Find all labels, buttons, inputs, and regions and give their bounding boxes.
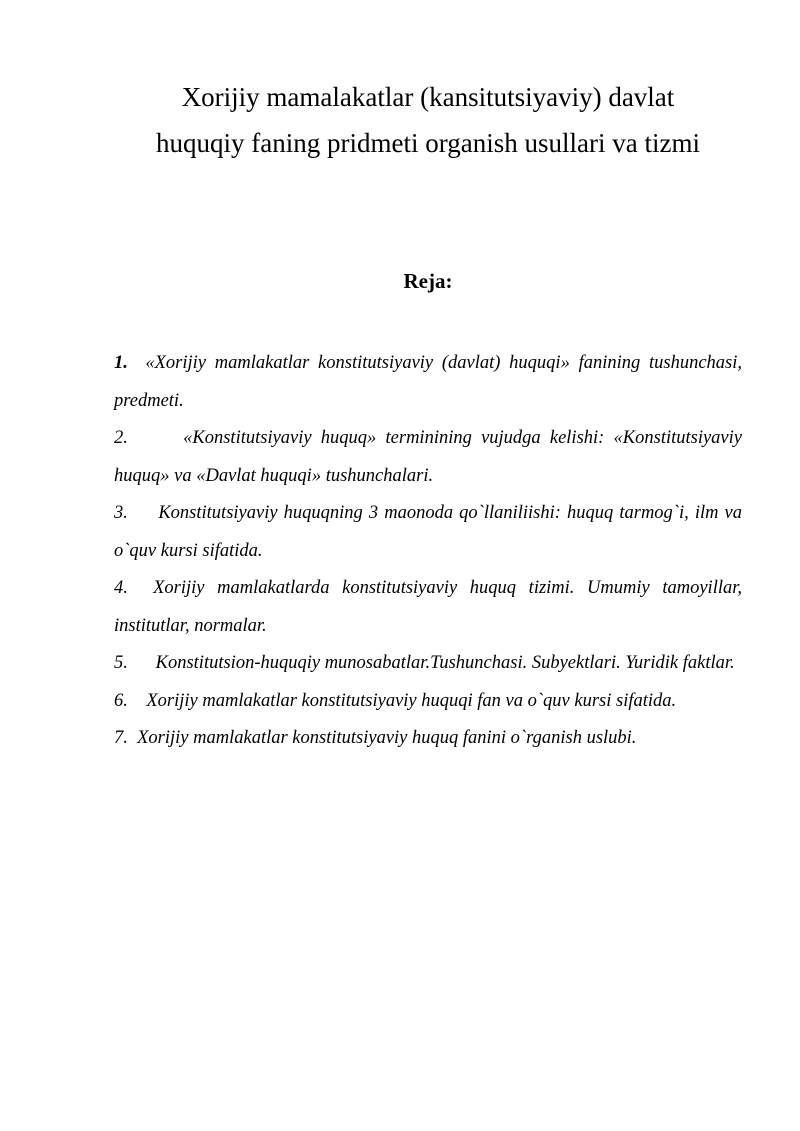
plan-item-text: Xorijiy mamlakatlar konstitutsiyaviy huquq fanini o`rganish uslubi. bbox=[137, 728, 637, 748]
title-line-2: huquqiy faning pridmeti organish usullari va tizmi bbox=[156, 128, 700, 158]
plan-item-number: 7. bbox=[114, 728, 128, 748]
plan-item-number: 2. bbox=[114, 428, 128, 448]
plan-item bbox=[114, 495, 742, 570]
plan-item bbox=[114, 720, 742, 758]
plan-item bbox=[114, 645, 742, 683]
plan-item bbox=[114, 345, 742, 420]
plan-item-text: «Konstitutsiyaviy huquq» terminining vujudga kelishi: «Konstitutsiyaviy huquq» va «Davlat huquqi» tushunchalari. bbox=[114, 428, 742, 486]
plan-item-number: 4. bbox=[114, 578, 128, 598]
plan-item-text: «Xorijiy mamlakatlar konstitutsiyaviy (davlat) huquqi» fanining tushunchasi, predmeti. bbox=[114, 353, 743, 411]
plan-item-text: Konstitutsion-huquqiy munosabatlar.Tushunchasi. Subyektlari. Yuridik faktlar. bbox=[155, 653, 735, 673]
plan-item bbox=[114, 420, 742, 495]
plan-item-number: 3. bbox=[114, 503, 128, 523]
plan-item-text: Xorijiy mamlakatlarda konstitutsiyaviy huquq tizimi. Umumiy tamoyillar, institutlar, normalar. bbox=[114, 578, 742, 636]
plan-item-text: Konstitutsiyaviy huquqning 3 maonoda qo`llaniliishi: huquq tarmog`i, ilm va o`quv kursi sifatida. bbox=[114, 503, 743, 561]
plan-item-text: Xorijiy mamlakatlar konstitutsiyaviy huquqi fan va o`quv kursi sifatida. bbox=[146, 690, 677, 711]
document-title bbox=[60, 74, 796, 166]
plan-item-number: 5. bbox=[114, 653, 128, 673]
plan-item bbox=[114, 683, 742, 721]
plan-heading: Reja: bbox=[403, 269, 453, 293]
plan-item-number: 6. bbox=[114, 690, 128, 711]
plan-list bbox=[114, 345, 742, 758]
plan-item-number: 1. bbox=[114, 353, 128, 373]
title-line-1: Xorijiy mamalakatlar (kansitutsiyaviy) davlat bbox=[181, 82, 675, 112]
plan-item bbox=[114, 570, 742, 645]
